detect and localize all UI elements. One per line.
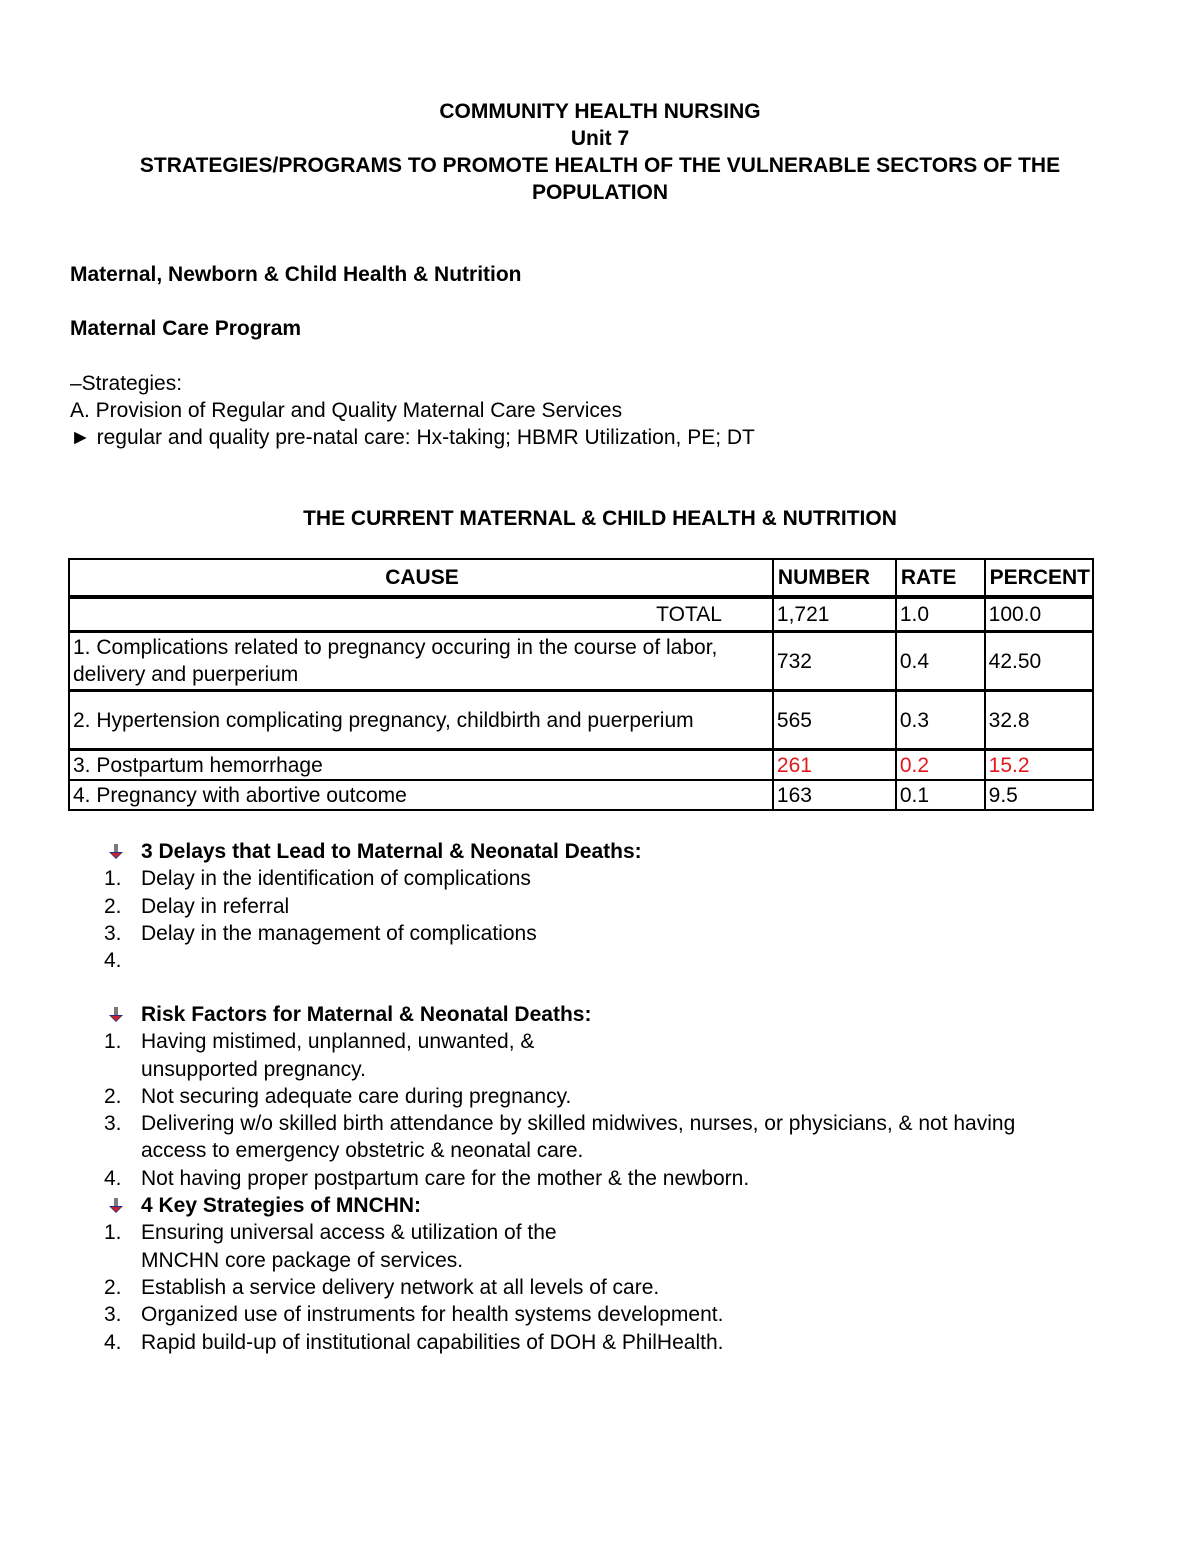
list-item [100,1110,1141,1165]
table-row-highlighted [69,750,1093,781]
list-text-line: Ensuring universal access & utilization of the [141,1221,557,1245]
list-item [100,1329,1141,1356]
list-number: 4. [104,1166,122,1190]
percent-cell: 9.5 [988,783,1018,807]
list-text [141,947,1141,974]
cause-cell: 1. Complications related to pregnancy occuring in the course of labor, delivery and puerperium [69,632,773,691]
number-cell: 565 [773,691,896,750]
topic-title-line2: POPULATION [531,181,669,204]
list-item [100,1301,1141,1328]
maternal-deaths-table [68,558,1094,811]
list-item [100,1083,1141,1110]
document-title [60,98,1140,206]
list-text: Not having proper postpartum care for the mother & the newborn. [141,1166,750,1190]
list-text-line: Delivering w/o skilled birth attendance by skilled midwives, nurses, or physicians, & not having [141,1112,1016,1136]
table-header-row [69,559,1093,597]
down-arrow-bullet-icon [100,1197,141,1215]
list-number: 2. [104,1084,122,1108]
list-text: Rapid build-up of institutional capabilities of DOH & PhilHealth. [141,1330,724,1354]
header-rate: RATE [896,559,985,597]
list-number: 2. [104,894,122,918]
table-title: THE CURRENT MATERNAL & CHILD HEALTH & NUTRITION [303,507,897,530]
header-cause: CAUSE [69,559,773,597]
list-number: 4. [104,949,122,973]
number-cell: 163 [773,780,896,810]
maternal-care-heading: Maternal Care Program [70,317,302,340]
list-text: Delay in the identification of complications [141,867,531,891]
list-item [100,1219,1141,1274]
list-text: Organized use of instruments for health systems development. [141,1303,724,1327]
list-item [100,920,1141,947]
key-strategies-heading-row [100,1192,1141,1219]
list-item [100,1165,1141,1192]
risk-heading: Risk Factors for Maternal & Neonatal Deaths: [141,1003,592,1026]
list-text: Delay in the management of complications [141,921,537,945]
list-item [100,1028,1141,1083]
list-item [100,947,1141,974]
total-rate: 1.0 [896,597,985,632]
down-arrow-bullet-icon [100,1006,141,1024]
topic-title-line1: STRATEGIES/PROGRAMS TO PROMOTE HEALTH OF THE VULNERABLE SECTORS OF THE [139,154,1061,177]
number-cell: 261 [773,750,896,781]
list-text-line: Having mistimed, unplanned, unwanted, & [141,1030,535,1054]
rate-cell: 0.4 [896,632,985,691]
list-number: 2. [104,1275,122,1299]
total-number: 1,721 [773,597,896,632]
mnchn-heading: Maternal, Newborn & Child Health & Nutrition [70,263,522,286]
list-number: 3. [104,1303,122,1327]
cause-cell: 2. Hypertension complicating pregnancy, childbirth and puerperium [69,691,773,750]
course-title: COMMUNITY HEALTH NURSING [439,100,761,123]
rate-cell: 0.3 [896,691,985,750]
rate-cell: 0.1 [896,780,985,810]
table-row [69,691,1093,750]
list-item [100,893,1141,920]
list-text: Establish a service delivery network at all levels of care. [141,1275,660,1299]
list-number: 4. [104,1330,122,1354]
list-text: Not securing adequate care during pregnancy. [141,1084,572,1108]
table-row-total [69,597,1093,632]
delays-heading-row [100,838,1141,865]
percent-cell: 15.2 [985,750,1093,781]
strategies-block [70,370,755,451]
list-text [141,1219,1141,1274]
list-text [141,1028,1141,1083]
strategy-item-a: A. Provision of Regular and Quality Maternal Care Services [70,399,623,422]
risk-heading-row [100,1001,1141,1028]
rate-cell: 0.2 [896,750,985,781]
total-percent: 100.0 [985,597,1093,632]
cause-cell: 4. Pregnancy with abortive outcome [69,780,773,810]
list-item [100,865,1141,892]
unit-title: Unit 7 [570,127,630,150]
list-text: Delay in referral [141,894,290,918]
header-number: NUMBER [773,559,896,597]
strategy-item-b: ► regular and quality pre-natal care: Hx-taking; HBMR Utilization, PE; DT [70,426,755,449]
percent-cell: 42.50 [985,632,1093,691]
list-number: 1. [104,867,122,891]
list-number: 3. [104,921,122,945]
list-text-line: access to emergency obstetric & neonatal care. [141,1139,584,1163]
total-label: TOTAL [69,597,773,632]
list-text-line: MNCHN core package of services. [141,1248,464,1272]
table-row [69,632,1093,691]
delays-section [100,838,1141,974]
list-item [100,1274,1141,1301]
down-arrow-bullet-icon [100,843,141,861]
list-number: 1. [104,1221,122,1245]
percent-cell: 32.8 [985,691,1093,750]
table-row [69,780,1093,810]
risk-factors-section [100,1001,1141,1356]
cause-cell: 3. Postpartum hemorrhage [69,750,773,781]
list-number: 1. [104,1030,122,1054]
delays-heading: 3 Delays that Lead to Maternal & Neonatal Deaths: [141,840,642,863]
header-percent: PERCENT [985,559,1093,597]
key-strategies-heading: 4 Key Strategies of MNCHN: [141,1194,422,1218]
list-text [141,1110,1141,1165]
list-text-line: unsupported pregnancy. [141,1057,366,1081]
strategies-label: –Strategies: [70,372,183,395]
list-number: 3. [104,1112,122,1136]
number-cell: 732 [773,632,896,691]
